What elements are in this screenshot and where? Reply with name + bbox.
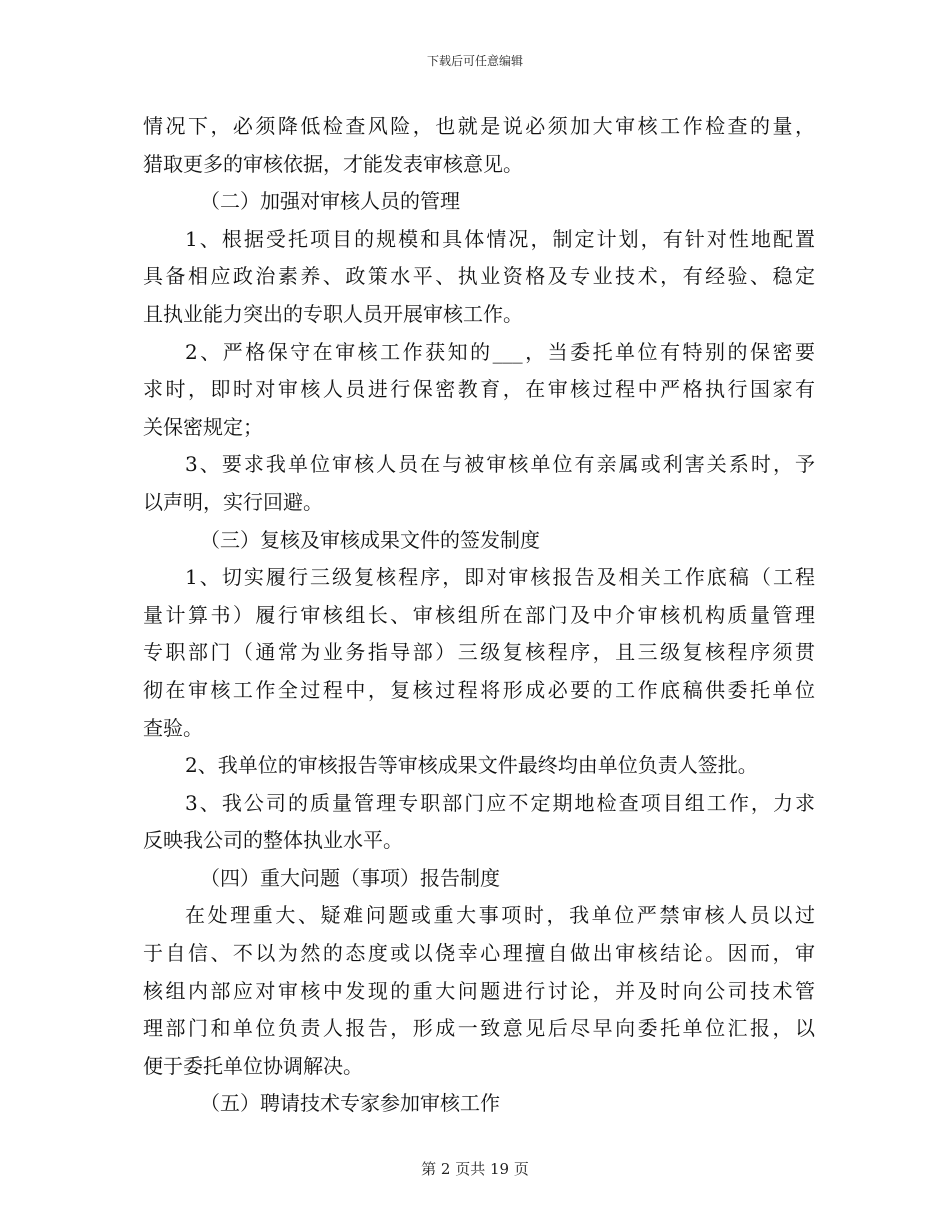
text-line: 求时，即时对审核人员进行保密教育，在审核过程中严格执行国家有 (143, 377, 815, 402)
text-line: 且执业能力突出的专职人员开展审核工作。 (143, 301, 523, 326)
text-line: 3、要求我单位审核人员在与被审核单位有亲属或利害关系时，予 (185, 452, 815, 477)
text-line: 以声明，实行回避。 (143, 489, 323, 514)
section-heading: （三）复核及审核成果文件的签发制度 (200, 527, 540, 552)
text-line: 具备相应政治素养、政策水平、执业资格及专业技术，有经验、稳定 (143, 264, 815, 289)
text-line: 2、严格保守在审核工作获知的___，当委托单位有特别的保密要 (185, 339, 815, 364)
text-line: 1、切实履行三级复核程序，即对审核报告及相关工作底稿（工程 (185, 565, 815, 590)
text-line: 核组内部应对审核中发现的重大问题进行讨论，并及时向公司技术管 (143, 978, 815, 1003)
section-heading: （四）重大问题（事项）报告制度 (200, 865, 500, 890)
text-line: 于自信、不以为然的态度或以侥幸心理擅自做出审核结论。因而，审 (143, 941, 815, 966)
text-line: 反映我公司的整体执业水平。 (143, 828, 403, 853)
text-line: 便于委托单位协调解决。 (143, 1053, 363, 1078)
text-line: 2、我单位的审核报告等审核成果文件最终均由单位负责人签批。 (185, 753, 758, 778)
text-line: 理部门和单位负责人报告，形成一致意见后尽早向委托单位汇报，以 (143, 1016, 815, 1041)
document-body (143, 108, 815, 1123)
page-header: 下载后可任意编辑 (426, 54, 523, 68)
text-line: 在处理重大、疑难问题或重大事项时，我单位严禁审核人员以过 (185, 903, 815, 928)
text-line: 情况下，必须降低检查风险，也就是说必须加大审核工作检查的量， (143, 114, 815, 138)
section-heading: （五）聘请技术专家参加审核工作 (200, 1091, 500, 1116)
text-line: 关保密规定； (143, 414, 263, 439)
page-number: 第 2 页共 19 页 (421, 1160, 529, 1178)
text-line: 专职部门（通常为业务指导部）三级复核程序，且三级复核程序须贯 (143, 640, 815, 665)
text-line: 3、我公司的质量管理专职部门应不定期地检查项目组工作，力求 (185, 790, 815, 815)
text-line: 查验。 (143, 715, 203, 740)
text-line: 猎取更多的审核依据，才能发表审核意见。 (143, 151, 523, 176)
text-line: 1、根据受托项目的规模和具体情况，制定计划，有针对性地配置 (185, 226, 815, 251)
text-line: 彻在审核工作全过程中，复核过程将形成必要的工作底稿供委托单位 (143, 677, 815, 702)
section-heading: （二）加强对审核人员的管理 (200, 189, 460, 214)
text-line: 量计算书）履行审核组长、审核组所在部门及中介审核机构质量管理 (143, 602, 815, 627)
